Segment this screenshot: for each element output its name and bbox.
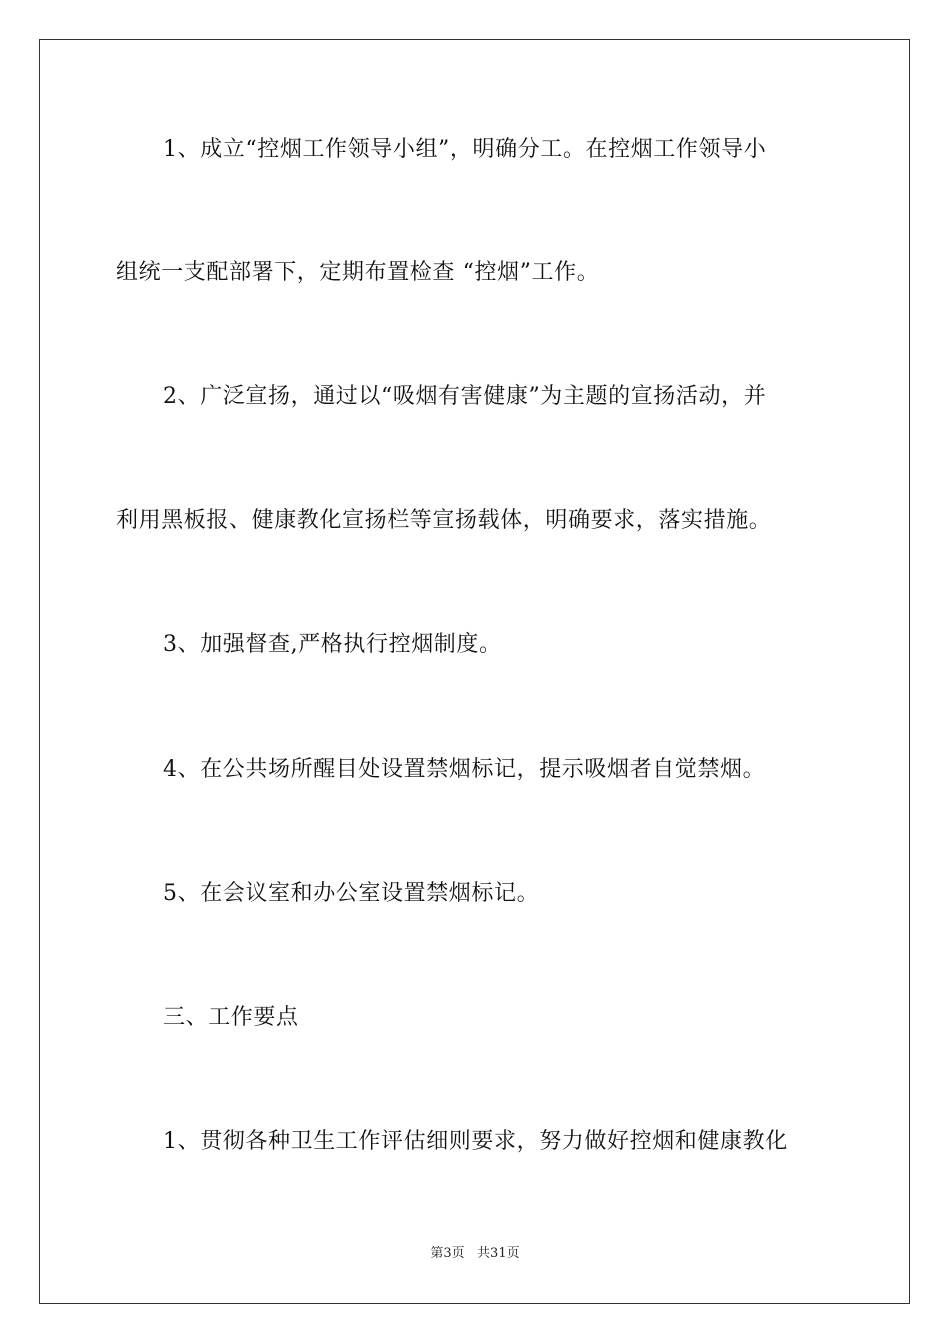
paragraph-line-7: 5、在会议室和办公室设置禁烟标记。 xyxy=(163,881,540,906)
section-heading: 三、工作要点 xyxy=(163,1005,299,1030)
paragraph-line-6: 4、在公共场所醒目处设置禁烟标记，提示吸烟者自觉禁烟。 xyxy=(163,757,766,782)
paragraph-line-9: 1、贯彻各种卫生工作评估细则要求，努力做好控烟和健康教化 xyxy=(163,1129,788,1154)
paragraph-line-3: 2、广泛宣扬，通过以“吸烟有害健康”为主题的宣扬活动，并 xyxy=(163,384,767,409)
paragraph-line-5: 3、加强督查,严格执行控烟制度。 xyxy=(163,632,502,657)
paragraph-line-4: 利用黑板报、健康教化宣扬栏等宣扬载体，明确要求，落实措施。 xyxy=(116,508,772,533)
page-number-footer: 第3页 共31页 xyxy=(430,1246,520,1261)
paragraph-line-2: 组统一支配部署下，定期布置检查 “控烟”工作。 xyxy=(116,260,600,285)
paragraph-line-1: 1、成立“控烟工作领导小组”，明确分工。在控烟工作领导小 xyxy=(163,137,767,162)
page-border xyxy=(39,39,910,1304)
